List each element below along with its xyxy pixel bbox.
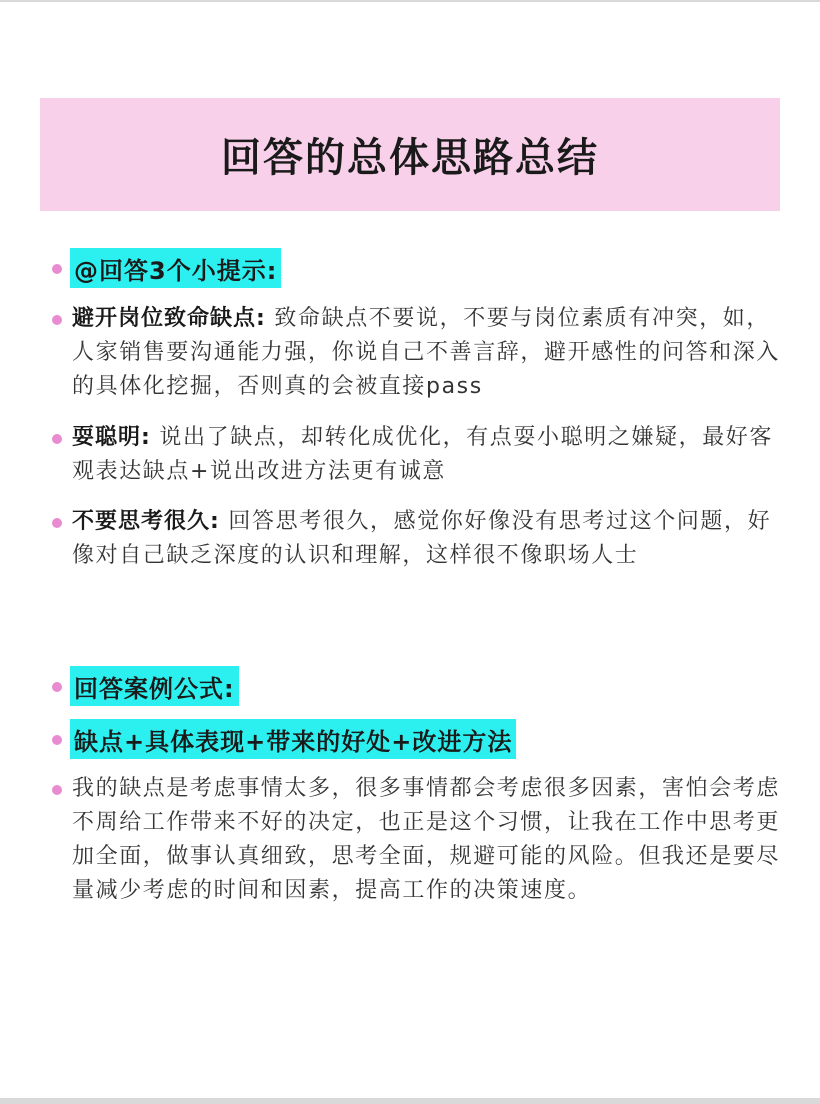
- bullet-dot-icon: [52, 682, 62, 692]
- tip-label: 不要思考很久:: [72, 509, 220, 534]
- tip-text: 致命缺点不要说，不要与岗位素质有冲突，如，人家销售要沟通能力强，你说自己不善言辞，避开感性的问答和深入的具体化挖掘，否则真的会被直接pass: [72, 306, 781, 399]
- tip-item: [52, 421, 782, 493]
- tip-label: 耍聪明:: [72, 425, 151, 450]
- formula-text: 缺点+具体表现+带来的好处+改进方法: [74, 727, 513, 756]
- title-banner: [40, 98, 780, 211]
- tip-paragraph: [72, 421, 782, 489]
- tip-paragraph: [72, 302, 782, 404]
- tip-item: [52, 505, 782, 615]
- bullet-dot-icon: [52, 315, 62, 325]
- section2-heading-text: 回答案例公式:: [74, 674, 235, 703]
- tip-label: 避开岗位致命缺点:: [72, 306, 266, 331]
- example-item: [52, 772, 782, 947]
- tip-text: 说出了缺点，却转化成优化，有点耍小聪明之嫌疑，最好客观表达缺点+说出改进方法更有诚意: [72, 425, 774, 484]
- page-title: 回答的总体思路总结: [221, 135, 599, 181]
- bullet-dot-icon: [52, 264, 62, 274]
- tip-paragraph: [72, 505, 782, 573]
- bullet-dot-icon: [52, 518, 62, 528]
- section2-heading-item: [52, 666, 782, 706]
- bullet-dot-icon: [52, 735, 62, 745]
- formula-highlight: [70, 719, 516, 759]
- section1-heading-text: @回答3个小提示:: [74, 256, 278, 285]
- tip-item: [52, 302, 782, 412]
- bullet-dot-icon: [52, 434, 62, 444]
- section1-heading-item: [52, 248, 782, 288]
- section1-heading: [70, 248, 281, 288]
- section2-heading: [70, 666, 239, 706]
- bullet-dot-icon: [52, 785, 62, 795]
- example-paragraph: 我的缺点是考虑事情太多，很多事情都会考虑很多因素，害怕会考虑不周给工作带来不好的决定，也正是这个习惯，让我在工作中思考更加全面，做事认真细致，思考全面，规避可能的风险。但我还是要尽量减少考虑的时间和因素，提高工作的决策速度。: [72, 776, 781, 903]
- tip-text: 回答思考很久，感觉你好像没有思考过这个问题，好像对自己缺乏深度的认识和理解，这样很不像职场人士: [72, 509, 772, 568]
- formula-item: [52, 719, 782, 759]
